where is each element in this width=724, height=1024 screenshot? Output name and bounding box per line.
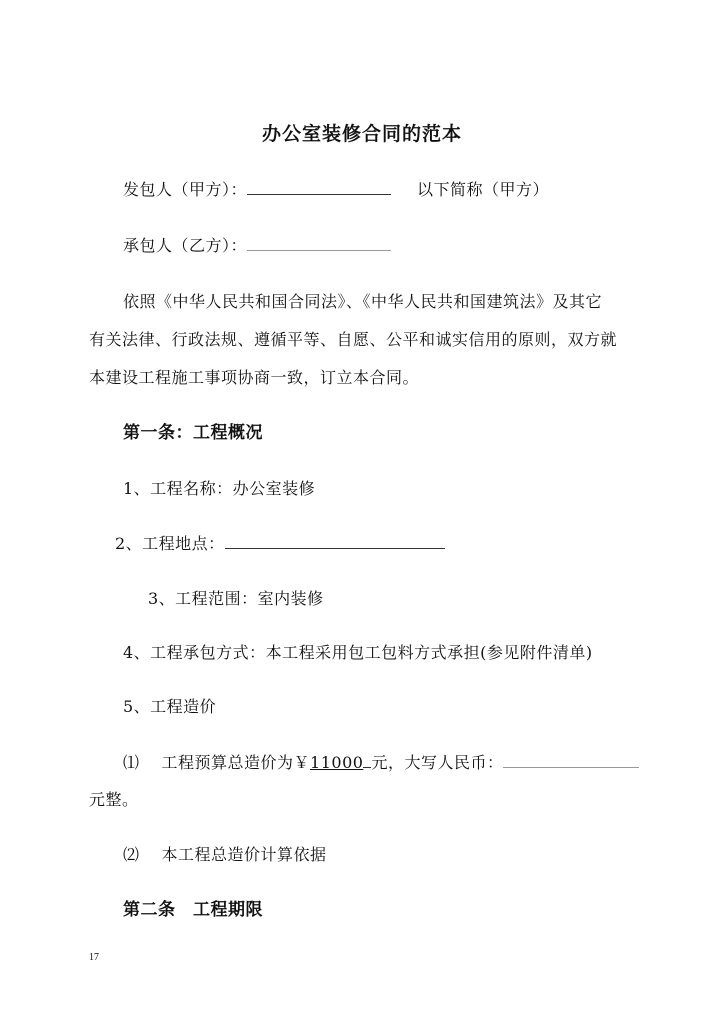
cost-sub-1-middle: 元，大写人民币： — [371, 753, 504, 772]
cost-sub-1-continuation: 元整。 — [89, 790, 139, 809]
cost-sub-1 — [123, 753, 639, 773]
item-project-location-label: 2、工程地点： — [115, 534, 225, 553]
item-project-cost: 5、工程造价 — [123, 697, 217, 716]
cost-sub-1-marker: ⑴ — [123, 753, 140, 772]
cost-sub-2 — [123, 845, 327, 865]
cost-sub-2-text: 本工程总造价计算依据 — [161, 845, 327, 864]
party-a-label: 发包人（甲方）： — [123, 180, 248, 199]
party-b-blank[interactable] — [247, 236, 391, 251]
article-2-heading: 第二条 工程期限 — [123, 900, 263, 920]
article-1-heading: 第一条：工程概况 — [123, 423, 263, 443]
intro-line-1: 依照《中华人民共和国合同法》、《中华人民共和国建筑法》及其它 — [123, 292, 603, 311]
party-a-suffix: 以下简称（甲方） — [417, 180, 550, 199]
party-b-line — [123, 236, 391, 256]
item-project-location — [115, 534, 445, 554]
item-project-name: 1、工程名称：办公室装修 — [123, 479, 316, 498]
amount-in-words-blank[interactable] — [503, 753, 639, 768]
cost-amount: 11000 — [310, 753, 364, 772]
party-a-line — [123, 180, 549, 200]
party-b-label: 承包人（乙方）： — [123, 236, 248, 255]
cost-sub-2-marker: ⑵ — [123, 845, 140, 864]
item-project-scope: 3、工程范围：室内装修 — [148, 589, 324, 608]
page-number: 17 — [89, 952, 99, 963]
document-title: 办公室装修合同的范本 — [261, 123, 462, 145]
item-contract-mode: 4、工程承包方式：本工程采用包工包料方式承担(参见附件清单) — [123, 643, 593, 662]
intro-line-2: 有关法律、行政法规、遵循平等、自愿、公平和诚实信用的原则，双方就 — [89, 330, 618, 349]
cost-sub-1-prefix: 工程预算总造价为￥ — [161, 753, 311, 772]
project-location-blank[interactable] — [225, 534, 445, 549]
intro-line-3: 本建设工程施工事项协商一致，订立本合同。 — [89, 368, 420, 387]
party-a-blank[interactable] — [247, 180, 391, 195]
